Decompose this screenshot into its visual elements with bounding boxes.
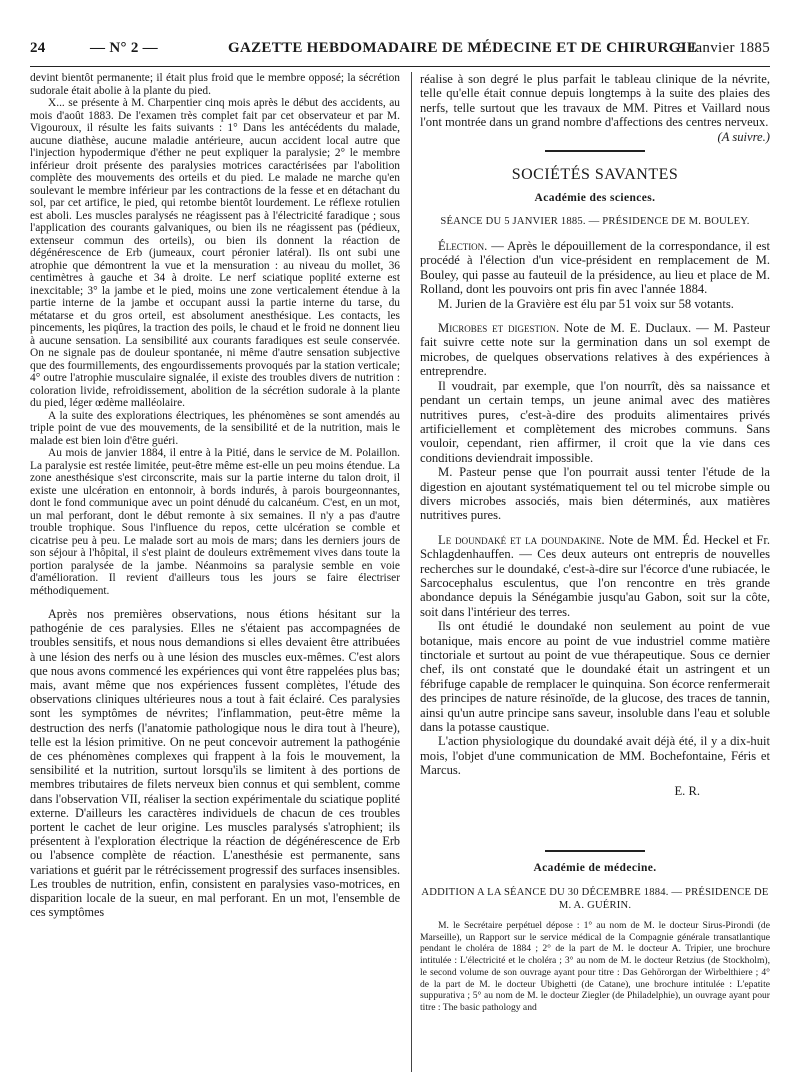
page-number: 24	[30, 40, 46, 56]
spacer	[30, 597, 400, 607]
issue-date: 9 Janvier 1885	[677, 40, 770, 56]
seance-heading: SÉANCE DU 5 JANVIER 1885. — PRÉSIDENCE DE M. BOULEY.	[440, 216, 750, 228]
header-rule	[30, 66, 770, 67]
signature: E. R.	[674, 783, 700, 798]
column-divider	[411, 72, 412, 1072]
paragraph-neuritis: réalise à son degré le plus parfait le tableau clinique de la névrite, telle qu'elle était connue depuis longtemps à la suite des plaies des nerfs, telle surtout que les travaux de MM. Pitres et Vaillard nous l'ont montrée dans un grand nombre d'affections des centres nerveux.	[420, 72, 770, 130]
paragraph-doundake-2: Ils ont étudié le doundaké non seulement au point de vue botanique, mais encore au point de vue industriel comme matière tinctoriale et surtout au point de vue thérapeutique. Sous ce dernier chef, ils ont constaté que le doundaké était un astringent et un fébrifuge capable de remplacer le quinquina. Son écorce renfermerait des principes de nature résinoïde, de la glucose, des traces de tannin, ainsi qu'un autre principe sans saveur, insoluble dans l'eau et soluble dans la potasse caustique.	[420, 619, 770, 735]
academy-medicine-heading: Académie de médecine.	[533, 862, 657, 875]
paragraph-doundake-3: L'action physiologique du doundaké avait déjà été, il y a dix-huit mois, l'objet d'une communication de MM. Bochefontaine, Féris et Marcus.	[420, 734, 770, 778]
spacer	[420, 311, 770, 321]
section-title: SOCIÉTÉS SAVANTES	[511, 166, 679, 184]
paragraph-pathogenesis: Après nos premières observations, nous étions hésitant sur la pathogénie de ces paralysies. Elles ne s'étaient pas accompagnées de troubles sensitifs, et nous nous demandions si elles devaient être attribuées à une lésion des nerfs ou à une lésion des muscles eux-mêmes. C'est alors que nous avons commencé les expériences qui vont être rappelées plus bas; mais, avant même que nos expériences fussent complètes, l'étude des observations cliniques ultérieures nous a tout à fait éclairé. Ces paralysies sont les symptômes de névrites; l'inflammation, peut-être même la destruction des nerfs (l'anatomie pathologique nous le dira tout à l'heure), telle est la lésion primitive. On ne peut concevoir autrement la pathogénie de ces phénomènes complexes qui frappent à la fois le mouvement, la sensibilité et la nutrition, surtout lorsqu'ils se limitent à des portions de membres tributaires de filets nerveux bien connus et qui semblent, comme dans l'observation VII, réaliser la section expérimentale du sciatique poplité externe. D'ailleurs les caractères individuels de chacun de ces troubles portent le cachet de leur origine. Les muscles paralysés s'atrophient; ils présentent à l'exploration électrique la réaction de dégénérescence de Erb ou l'absence complète de réaction. L'anesthésie est permanente, sans variations et guérit par le rétrécissement progressif des surfaces insensibles. Les troubles de nutrition, enfin, consistent en paralysies vaso-motrices, en disparition locale de la sueur, en mal perforant. En un mot, l'ensemble de ces symptômes	[30, 607, 400, 920]
paragraph-pitie: Au mois de janvier 1884, il entre à la Pitié, dans le service de M. Polaillon. La paralysie est restée limitée, peut-être même est-elle un peu moins étendue. La zone anesthésique s'est circonscrite, mais sur la partie interne du talon droit, il existe une ulcération en entonnoir, à bords indurés, à parois bourgeonnantes, dont le fond communique avec un point dénudé du calcanéum. C'est, en un mot, un mal perforant, dont le début remonte à six semaines. Il n'y a pas d'autre trouble trophique. Sous l'influence du repos, cette ulcération se comble et cicatrise peu à peu. Le malade sort au mois de mars; dans les derniers jours de son séjour à l'hôpital, il s'est plaint de douleurs extrêmement vives dans toute la portion paralysée de la jambe. Néanmoins sa paralysie semble en voie d'amélioration. Il revient d'ailleurs tous les jours se faire électriser méthodiquement.	[30, 447, 400, 597]
right-column	[420, 72, 770, 1077]
addition-heading: ADDITION A LA SÉANCE DU 30 DÉCEMBRE 1884. — PRÉSIDENCE DE M. A. GUÉRIN.	[421, 887, 769, 912]
section-separator	[545, 150, 645, 152]
page-header	[30, 40, 770, 64]
journal-title: GAZETTE HEBDOMADAIRE DE MÉDECINE ET DE CHIRURGIE	[228, 40, 698, 56]
paragraph-electrical-exploration: A la suite des explorations électriques, les phénomènes se sont amendés au triple point de vue des mouvements, de la sensibilité et de la nutrition, mais le malade est bien loin d'être guéri.	[30, 409, 400, 447]
spacer	[420, 798, 770, 844]
paragraph-doundake: Le doundaké et la doundakine. Note de MM. Éd. Heckel et Fr. Schlagdenhauffen. — Ces deux auteurs ont entrepris de nouvelles recherches sur le doundaké, c'est-à-dire sur l'écorce d'une rubiacée, le Sarcocephalus esculentus, que l'on rencontre en très grande abondance depuis la Sénégambie jusqu'au Gabon, soit sur la côte, soit dans l'intérieur des terres.	[420, 532, 770, 619]
paragraph-microbes: Microbes et digestion. Note de M. E. Duclaux. — M. Pasteur fait suivre cette note sur la germination dans un sol exempt de microbes, de quelques observations relatives à des expériences à entreprendre.	[420, 321, 770, 379]
paragraph-microbes-2: Il voudrait, par exemple, que l'on nourrît, dès sa naissance et pendant un certain temps, un jeune animal avec des matières nutritives pures, c'est-à-dire des produits alimentaires privés artificiellement et complètement des microbes communs. Sans vouloir, cependant, rien affirmer, il croit que la vie dans ces conditions deviendrait impossible.	[420, 378, 770, 465]
paragraph-continued: devint bientôt permanente; il était plus froid que le membre opposé; la sécrétion sudorale était abolie à la plante du pied.	[30, 72, 400, 97]
paragraph-observation: X... se présente à M. Charpentier cinq mois après le début des accidents, au mois d'août 1883. De l'examen très complet fait par cet observateur et par M. Vigouroux, il résulte les faits suivants : 1° Dans les antécédents du malade, aucune diathèse, aucune maladie antérieure, aucun accident local autre que l'injection hypodermique d'éther ne peut expliquer la paralysie; 2° le membre inférieur droit présente des paralysies motrices caractérisées par l'abolition complète des mouvements des orteils et du pied. Le malade ne marche qu'en soulevant le membre inférieur par les contractions de la fesse et en détachant du sol, par cet artifice, le pied, qui retombe bientôt lourdement. Le réflexe rotulien est aboli. Les muscles paralysés ne réagissent pas à l'électricité faradique ; sous l'application des courants galvaniques, ou bien ils ne réagissent pas (pédieux, extenseur commun des orteils), ou bien ils donnent la réaction de dégénérescence de Erb (jumeaux, court péronier latéral). Ils ont subi une atrophie que démontrent la vue et la mensuration : au niveau du mollet, 36 centimètres à gauche et 34 à droite. Le nerf sciatique poplité externe est inexcitable; 3° la jambe et le pied, moins une zone verticalement étendue à la partie interne de la jambe et occupant aussi la partie interne du tarse, du métatarse et du gros orteil, est absolument anesthésique. Les contacts, les pincements, les piqûres, la traction des poils, le chaud et le froid ne donnent lieu à aucune sensation. La sensibilité aux courants faradiques est seule conservée. On ne signale pas de douleur spontanée, ni même d'autre sensation subjective que des fourmillements, des engourdissements provoqués par la station verticale; 4° outre l'atrophie musculaire signalée, il existe des troubles divers de nutrition : coloration livide, refroidissement, abolition de la sécrétion sudorale à la plante du pied, léger œdème malléolaire.	[30, 97, 400, 409]
paragraph-jurien: M. Jurien de la Gravière est élu par 51 voix sur 58 votants.	[438, 296, 734, 311]
paragraph-deposits: M. le Secrétaire perpétuel dépose : 1° au nom de M. le docteur Sirus-Pirondi (de Marseille), un Rapport sur le service médical de la Compagnie générale transatlantique pendant le choléra de 1884 ; 2° de la part de M. le docteur A. Tripier, une brochure intitulée : L'électricité et le choléra ; 3° au nom de M. le docteur Retzius (de Stockholm), le second volume de son ouvrage ayant pour titre : Das Gehörorgan der Wirbelthiere ; 4° de la part de M. le docteur Ubighetti (de Catane), une brochure intitulée : L'epatite suppurativa ; 5° au nom de M. le docteur Ziegler (de Philadelphie), un ouvrage ayant pour titre : The basic pathology and	[420, 920, 770, 1013]
to-be-continued: (A suivre.)	[717, 129, 770, 144]
spacer	[420, 523, 770, 533]
section-separator	[545, 850, 645, 852]
issue-number: — N° 2 —	[90, 40, 158, 56]
paragraph-microbes-3: M. Pasteur pense que l'on pourrait aussi tenter l'étude de la digestion en ajoutant systématiquement tel ou tel microbe simple ou divers microbes associés, mais bien déterminés, aux matières nutritives pures.	[420, 465, 770, 523]
paragraph-election: Élection. — Après le dépouillement de la correspondance, il est procédé à l'élection d'un vice-président en remplacement de M. Bouley, qui passe au fauteuil de la présidence, au lieu et place de M. Rolland, dont les pouvoirs ont pris fin avec l'année 1884.	[420, 239, 770, 297]
left-column	[30, 72, 400, 1077]
academy-sciences-heading: Académie des sciences.	[534, 192, 656, 205]
